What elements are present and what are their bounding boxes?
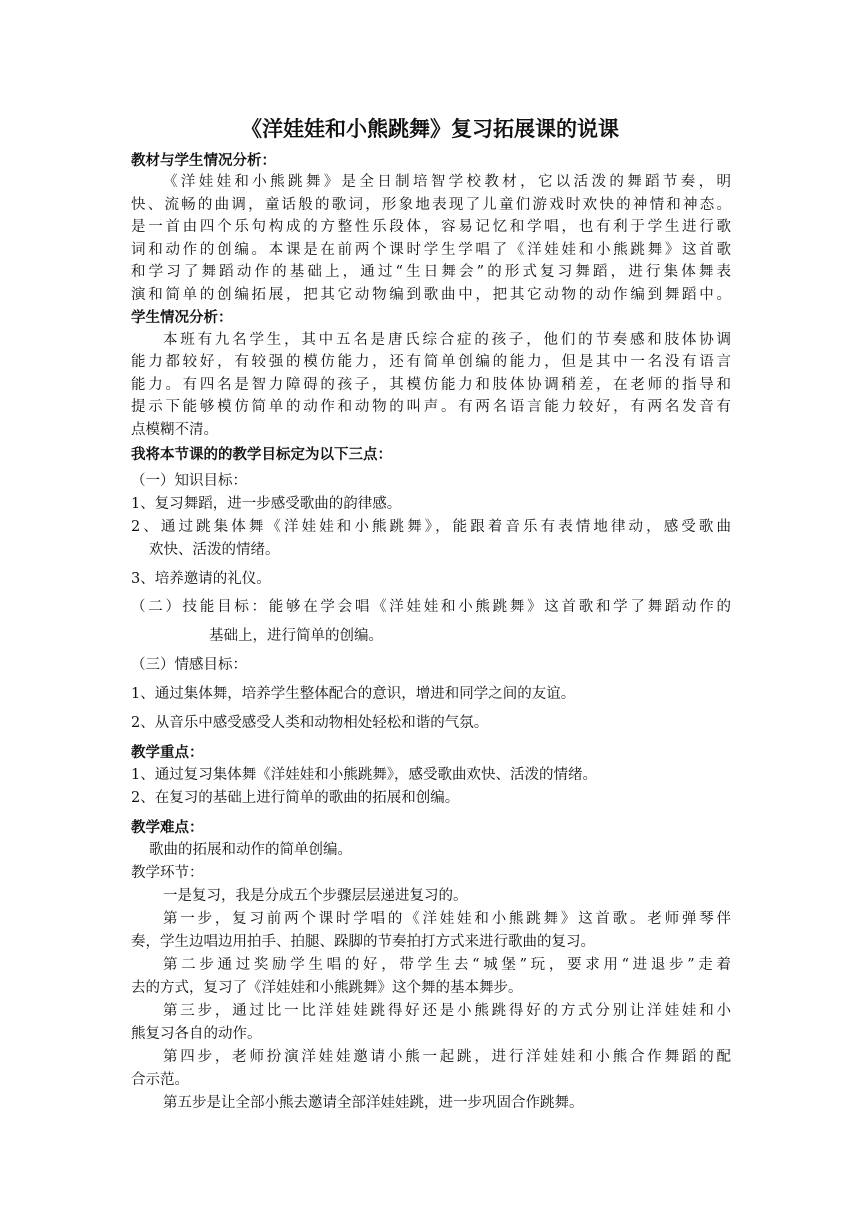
paragraph-line: 第四步，老师扮演洋娃娃邀请小熊一起跳，进行洋娃娃和小熊合作舞蹈的配: [163, 1049, 731, 1065]
list-item-continuation: 欢快、活泼的情绪。: [149, 542, 280, 558]
paragraph-line: 提示下能够模仿简单的动作和动物的叫声。有两名语言能力较好，有两名发音有: [131, 399, 731, 415]
paragraph-line: 奏，学生边唱边用拍手、拍腿、跺脚的节奏拍打方式来进行歌曲的复习。: [131, 934, 595, 950]
paragraph-line: 第三步，通过比一比洋娃娃跳得好还是小熊跳得好的方式分别让洋娃娃和小: [163, 1003, 731, 1019]
paragraph-line: 一是复习，我是分成五个步骤层层递进复习的。: [163, 888, 468, 904]
section-heading-students: 学生情况分析：: [131, 309, 233, 326]
paragraph-line: 快、流畅的曲调，童话般的歌词，形象地表现了儿童们游戏时欢快的神情和神态。: [131, 197, 731, 213]
paragraph-line: 第五步是让全部小熊去邀请全部洋娃娃跳，进一步巩固合作跳舞。: [163, 1095, 584, 1111]
paragraph-line: 熊复习各自的动作。: [131, 1026, 262, 1042]
paragraph-line: 词和动作的创编。本课是在前两个课时学生学唱了《洋娃娃和小熊跳舞》这首歌: [131, 242, 731, 258]
list-item-continuation: 基础上，进行简单的创编。: [209, 628, 383, 644]
subheading-emotion: （三）情感目标：: [131, 657, 247, 673]
subheading-knowledge: （一）知识目标：: [131, 473, 247, 489]
document-title: 《洋娃娃和小熊跳舞》复习拓展课的说课: [241, 116, 619, 141]
paragraph-line: 第二步通过奖励学生唱的好，带学生去“城堡”玩，要求用“进退步”走着: [163, 957, 731, 973]
paragraph-line: 能力都较好，有较强的模仿能力，还有简单创编的能力，但是其中一名没有语言: [131, 354, 731, 370]
paragraph-line: 演和简单的创编拓展，把其它动物编到歌曲中，把其它动物的动作编到舞蹈中。: [131, 287, 731, 303]
paragraph-line: 合示范。: [131, 1072, 189, 1088]
subheading-skills: （二）技能目标：能够在学会唱《洋娃娃和小熊跳舞》这首歌和学了舞蹈动作的: [131, 599, 731, 615]
list-item: 2、通过跳集体舞《洋娃娃和小熊跳舞》，能跟着音乐有表情地律动，感受歌曲: [131, 519, 731, 535]
list-item: 1、通过复习集体舞《洋娃娃和小熊跳舞》，感受歌曲欢快、活泼的情绪。: [131, 767, 597, 783]
paragraph-line: 《洋娃娃和小熊跳舞》是全日制培智学校教材，它以活泼的舞蹈节奏，明: [163, 174, 731, 190]
paragraph-line: 是一首由四个乐句构成的方整性乐段体，容易记忆和学唱，也有利于学生进行歌: [131, 219, 731, 235]
list-item: 2、从音乐中感受感受人类和动物相处轻松和谐的气氛。: [131, 715, 489, 731]
list-item: 3、培养邀请的礼仪。: [131, 571, 271, 587]
paragraph-line: 能力。有四名是智力障碍的孩子，其模仿能力和肢体协调稍差，在老师的指导和: [131, 377, 731, 393]
section-heading-materials: 教材与学生情况分析：: [131, 152, 276, 169]
list-item: 2、在复习的基础上进行简单的歌曲的拓展和创编。: [131, 790, 460, 806]
section-heading-goals: 我将本节课的的教学目标定为以下三点：: [131, 446, 392, 463]
section-heading-steps: 教学环节：: [131, 865, 204, 881]
paragraph-line: 第一步，复习前两个课时学唱的《洋娃娃和小熊跳舞》这首歌。老师弹琴伴: [163, 911, 731, 927]
paragraph-line: 本班有九名学生，其中五名是唐氏综合症的孩子，他们的节奏感和肢体协调: [163, 332, 731, 348]
paragraph-line: 和学习了舞蹈动作的基础上，通过“生日舞会”的形式复习舞蹈，进行集体舞表: [131, 264, 731, 280]
section-heading-key-points: 教学重点：: [131, 744, 204, 761]
list-item: 1、复习舞蹈，进一步感受歌曲的韵律感。: [131, 496, 402, 512]
list-item: 1、通过集体舞，培养学生整体配合的意识，增进和同学之间的友谊。: [131, 686, 576, 702]
paragraph-line: 点模糊不清。: [131, 422, 218, 438]
paragraph-line: 歌曲的拓展和动作的简单创编。: [149, 842, 352, 858]
paragraph-line: 去的方式，复习了《洋娃娃和小熊跳舞》这个舞的基本舞步。: [131, 980, 523, 996]
section-heading-difficulties: 教学难点：: [131, 819, 204, 836]
